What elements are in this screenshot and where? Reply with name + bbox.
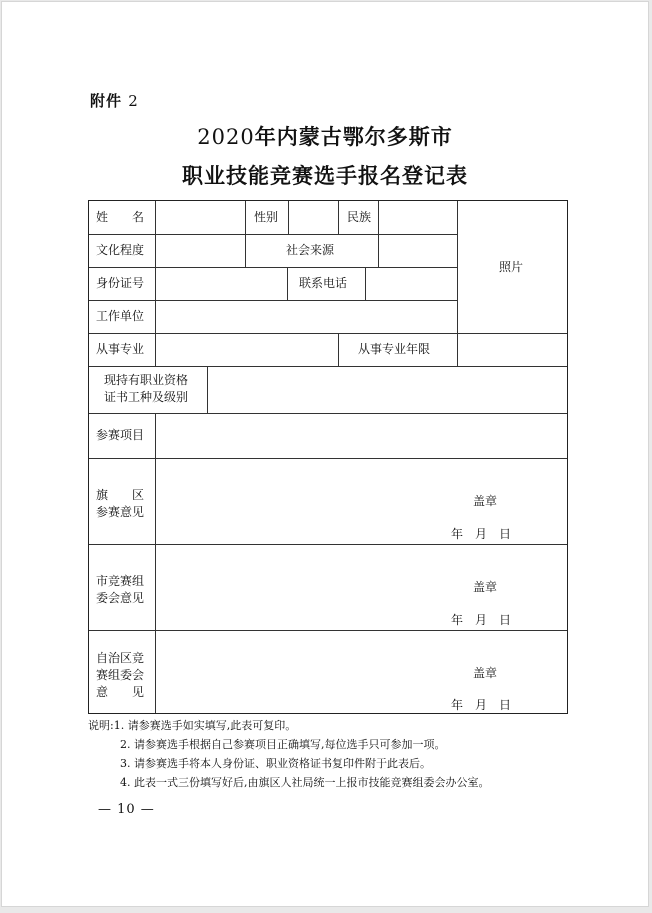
specialty-label: 从事专业 (96, 342, 145, 356)
city-opinion-line2: 委会意见 (96, 591, 145, 605)
id-number-label: 身份证号 (96, 276, 145, 290)
row-divider (89, 630, 567, 631)
col-divider (457, 333, 458, 366)
region-opinion-line3: 意 见 (96, 685, 145, 699)
col-divider (338, 333, 339, 366)
seal-label: 盖章 (473, 580, 498, 594)
document-page (2, 2, 648, 906)
seal-label: 盖章 (473, 666, 498, 680)
col-divider (287, 267, 288, 300)
date-label: 年 月 日 (451, 527, 512, 541)
col-divider (378, 234, 379, 267)
education-label: 文化程度 (96, 243, 145, 257)
region-opinion-line2: 赛组委会 (96, 668, 145, 682)
col-divider (207, 366, 208, 413)
title-line-1 (2, 121, 648, 151)
attachment-label (90, 90, 139, 111)
col-divider (378, 201, 379, 234)
date-label: 年 月 日 (451, 613, 512, 627)
page-number: — 10 — (98, 802, 155, 817)
work-unit-label: 工作单位 (96, 309, 145, 323)
note-line-4: 4. 此表一式三份填写好后,由旗区人社局统一上报市技能竞赛组委会办公室。 (120, 776, 490, 789)
row-divider (89, 267, 457, 268)
row-divider (89, 544, 567, 545)
certificate-label-line2: 证书工种及级别 (104, 390, 189, 404)
name-label: 姓 名 (96, 210, 145, 224)
note-line-3: 3. 请参赛选手将本人身份证、职业资格证书复印件附于此表后。 (120, 757, 431, 770)
specialty-years-label: 从事专业年限 (358, 342, 431, 356)
row-divider (89, 300, 457, 301)
certificate-label-line1: 现持有职业资格 (104, 373, 189, 387)
event-label: 参赛项目 (96, 428, 145, 442)
row-divider (89, 413, 567, 414)
attachment-number: 2 (128, 92, 139, 110)
photo-divider (457, 201, 458, 333)
attachment-label-text: 附件 (90, 92, 123, 110)
banner-opinion-line1: 旗 区 (96, 488, 145, 502)
col-divider (288, 201, 289, 234)
instructions (88, 716, 490, 792)
social-source-label: 社会来源 (286, 243, 335, 257)
title-region: 年内蒙古鄂尔多斯市 (254, 124, 453, 149)
col-divider (365, 267, 366, 300)
photo-label: 照片 (499, 260, 524, 274)
col-divider (245, 234, 246, 267)
col-divider (338, 201, 339, 234)
date-label: 年 月 日 (451, 698, 512, 712)
note-line-2: 2. 请参赛选手根据自己参赛项目正确填写,每位选手只可参加一项。 (120, 738, 446, 751)
region-opinion-line1: 自治区竞 (96, 651, 145, 665)
col-divider (155, 201, 156, 366)
note-line-1: 说明:1. 请参赛选手如实填写,此表可复印。 (88, 719, 297, 732)
phone-label: 联系电话 (299, 276, 348, 290)
row-divider (89, 458, 567, 459)
registration-form (88, 200, 568, 714)
row-divider (89, 234, 457, 235)
row-divider (89, 366, 567, 367)
title-line-2: 职业技能竞赛选手报名登记表 (182, 163, 468, 188)
seal-label: 盖章 (473, 494, 498, 508)
banner-opinion-line2: 参赛意见 (96, 505, 145, 519)
title-year: 2020 (197, 125, 255, 149)
gender-label: 性别 (254, 210, 279, 224)
city-opinion-line1: 市竞赛组 (96, 574, 145, 588)
ethnicity-label: 民族 (347, 210, 372, 224)
col-divider (155, 413, 156, 713)
col-divider (245, 201, 246, 234)
row-divider (89, 333, 567, 334)
